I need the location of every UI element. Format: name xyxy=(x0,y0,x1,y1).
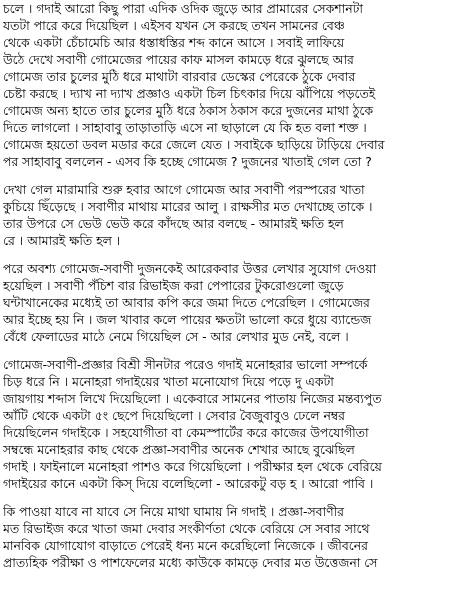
text-line: দিয়েছিলেন গদাইকে । সহযোগীতা বা কেমস্পার্টের করে কাজের উপযোগীতা xyxy=(3,425,369,440)
paragraph xyxy=(3,0,453,170)
text-line: পর সাহাবাবু বললেন - এসব কি হচ্ছে গোমেজ ? দুজনের খাতাই গেল তো ? xyxy=(3,154,372,169)
text-line: গোমেজ হয়তো ডবল মডার করে জেলে যেত । সবাইকে ছাড়িয়ে টাড়িয়ে দেবার xyxy=(3,137,385,152)
text-line: দিতে লাগলো । সাহাবাবু তাড়াতাড়ি এসে না ছাড়ালে যে কি হত বলা শক্ত । xyxy=(3,120,367,135)
paragraph xyxy=(3,260,453,345)
text-line: কুচিয়ে ছিঁড়েছে । সবাণীর মাথায় মারের আলু । রাক্ষসীর মত দেখাচ্ছে তাকে । xyxy=(3,199,373,214)
text-line: চিড় ধরে নি । মনোহরা গদাইয়ের খাতা মনোযোগ দিয়ে পড়ে দু একটা xyxy=(3,374,334,389)
text-line: থেকে একটা চেঁচামেচি আর ধস্তাধস্তির শব্দ কানে আসে । সবাই লাফিয়ে xyxy=(3,35,345,50)
text-line: রে । আমারই ক্ষতি হল । xyxy=(3,233,121,248)
text-line: গদাইয়ের কানে একটা কিস্ দিয়ে বলেছিলো - আরেকটু বড় হ । আরো পাবি । xyxy=(3,476,374,491)
text-line: কি পাওয়া যাবে না যাবে সে নিয়ে মাথা ঘামায় নি গদাই । প্রজ্ঞা-সবাণীর xyxy=(3,504,344,519)
text-line: পরে অবশ্য গোমেজ-সবাণী দুজনকেই আরেকবার উত্তর লেখার সুযোগ দেওয়া xyxy=(3,261,377,276)
text-line: মানবিক যোগাযোগ বাড়াতে পেরেই ধন্য মনে করেছিলো নিজেকে । জীবনের xyxy=(3,538,368,553)
text-line: গোমেজ-সবাণী-প্রজ্ঞার বিশ্রী সীনটার পরেও গদাই মনোহরার ভালো সম্পর্কে xyxy=(3,357,368,372)
text-line: সম্বন্ধে মনোহরার কাছ থেকে প্রজ্ঞা-সবাণীর অনেক শেখার আছে বুঝেছিল xyxy=(3,442,355,457)
paragraph xyxy=(3,181,453,249)
paragraph xyxy=(3,503,453,571)
text-line: প্রাত্যহিক পরীক্ষা ও পাশফেলের মধ্যে কাউকে কামড়ে দেবার মত উত্তেজনা সে xyxy=(3,555,378,570)
text-line: চেষ্টা করছে । দ্যাখ না দ্যাখ প্রজ্ঞাও একটা চিল চিৎকার দিয়ে ঝাঁপিয়ে পড়তেই xyxy=(3,86,376,101)
text-line: গোমেজ তার চুলের মুঠি ধরে মাথাটা বারবার ডেস্কের পেরেকে ঠুকে দেবার xyxy=(3,69,356,84)
text-line: হয়েছিল । সবাণী পঁচিশ বার রিভাইজ করা পেপারের টুকরোগুলো জুড়ে xyxy=(3,278,344,293)
text-line: আর ইচ্ছে হয় নি । জল খাবার কলে পায়ের ক্ষতটা ভালো করে ধুয়ে ব্যান্ডেজ xyxy=(3,312,372,327)
text-line: জায়গায় শব্দাস লিখে দিয়েছিলো । একেবারে সামনের পাতায় নিজের মন্তব্যপুত xyxy=(3,391,382,406)
text-line: ঘন্টাখানেকের মধ্যেই তা আবার কপি করে জমা দিতে পেরেছিল । গোমেজের xyxy=(3,295,370,310)
text-line: গদাই । ফাইনালে মনোহরা পাশও করে গিয়েছিলো । পরীক্ষার হল থেকে বেরিয়ে xyxy=(3,459,382,474)
text-line: চলে । গদাই আরো কিছু পারা এদিক ওদিক জুড়ে আর প্রামারের সেকশানটা xyxy=(3,1,363,16)
text-line: আঁটি থেকে একটা ৫ং ছেপে দিয়েছিলো । সেবার বৈজুবাবুও ঢেলে নম্বর xyxy=(3,408,345,423)
text-line: তার উপরে সে ভেউ ভেউ করে কাঁদছে আর বলছে - আমারই ক্ষতি হল xyxy=(3,216,344,231)
text-line: যতটা পারে করে দিয়েছিল । এইসব যখন সে করছে তখন সামনের বেঞ্চ xyxy=(3,18,345,33)
paragraph xyxy=(3,356,453,492)
text-line: উঠে দেখে সবাণী গোমেজের পায়ের কাফ মাসল কামড়ে ধরে ঝুলছে আর xyxy=(3,52,354,67)
text-line: দেখা গেল মারামারি শুরু হবার আগে গোমেজ আর সবাণী পরস্পরের খাতা xyxy=(3,182,365,197)
text-line: বেঁধে ফেলাডের মাঠে নেমে গিয়েছিল সে - আর লেখার মুড নেই, বলে । xyxy=(3,329,349,344)
text-line: মত রিভাইজ করে খাতা জমা দেবার সংকীর্ণতা থেকে বেরিয়ে সে সবার সাথে xyxy=(3,521,370,536)
text-line: গোমেজ অন্য হাতে তার চুলের মুঠি ধরে ঠকাস ঠকাস করে দুজনের মাথা ঠুকে xyxy=(3,103,373,118)
